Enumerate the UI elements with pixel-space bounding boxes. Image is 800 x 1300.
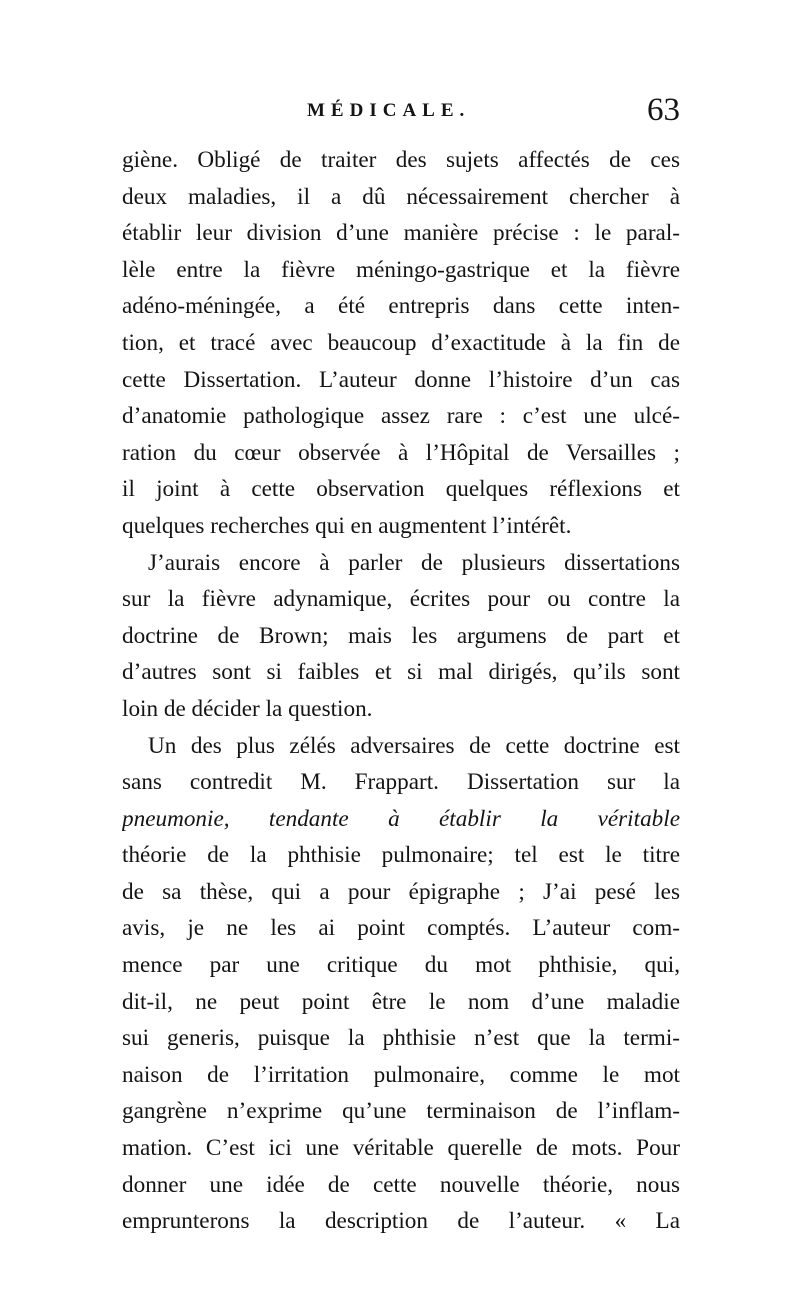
text-line: d’anatomie pathologique assez rare : c’est une ulcé- (122, 403, 680, 430)
text-line: loin de décider la question. (122, 695, 373, 722)
text-line: donner une idée de cette nouvelle théorie, nous (122, 1171, 680, 1198)
text-line: deux maladies, il a dû nécessairement chercher à (122, 183, 680, 210)
page-header (122, 92, 680, 132)
running-head: MÉDICALE. (307, 100, 471, 121)
text-line: d’autres sont si faibles et si mal dirigés, qu’ils sont (122, 659, 680, 686)
text-line: ration du cœur observée à l’Hôpital de Versailles ; (122, 439, 680, 466)
text-line: naison de l’irritation pulmonaire, comme le mot (122, 1061, 680, 1088)
text-line: pneumonie, tendante à établir la véritable (122, 805, 680, 832)
paragraph-start-line: J’aurais encore à parler de plusieurs dissertations (148, 549, 680, 576)
text-line: sur la fièvre adynamique, écrites pour ou contre la (122, 586, 680, 613)
text-line: cette Dissertation. L’auteur donne l’histoire d’un cas (122, 366, 680, 393)
text-line: quelques recherches qui en augmentent l’intérêt. (122, 512, 572, 539)
text-line: sui generis, puisque la phthisie n’est que la termi- (122, 1025, 680, 1052)
text-line: mation. C’est ici une véritable querelle de mots. Pour (122, 1135, 680, 1162)
text-line: théorie de la phthisie pulmonaire; tel est le titre (122, 842, 680, 869)
body-text (122, 142, 680, 1240)
text-line: adéno-méningée, a été entrepris dans cette inten- (122, 293, 680, 320)
text-line: de sa thèse, qui a pour épigraphe ; J’ai pesé les (122, 878, 680, 905)
text-line: mence par une critique du mot phthisie, qui, (122, 952, 680, 979)
text-line: emprunterons la description de l’auteur. « La (122, 1208, 680, 1235)
text-line: gangrène n’exprime qu’une terminaison de l’inflam- (122, 1098, 680, 1125)
paragraph-start-line: Un des plus zélés adversaires de cette doctrine est (148, 732, 680, 759)
text-line: il joint à cette observation quelques réflexions et (122, 476, 680, 503)
text-line: lèle entre la fièvre méningo-gastrique et la fièvre (122, 256, 680, 283)
text-line: avis, je ne les ai point comptés. L’auteur com- (122, 915, 680, 942)
page-number: 63 (647, 92, 680, 128)
text-line: doctrine de Brown; mais les argumens de part et (122, 622, 680, 649)
text-line: établir leur division d’une manière précise : le paral- (122, 220, 680, 247)
text-line: dit-il, ne peut point être le nom d’une maladie (122, 988, 680, 1015)
text-line: tion, et tracé avec beaucoup d’exactitude à la fin de (122, 329, 680, 356)
text-line: giène. Obligé de traiter des sujets affectés de ces (122, 147, 680, 173)
text-line: sans contredit M. Frappart. Dissertation sur la (122, 769, 680, 796)
